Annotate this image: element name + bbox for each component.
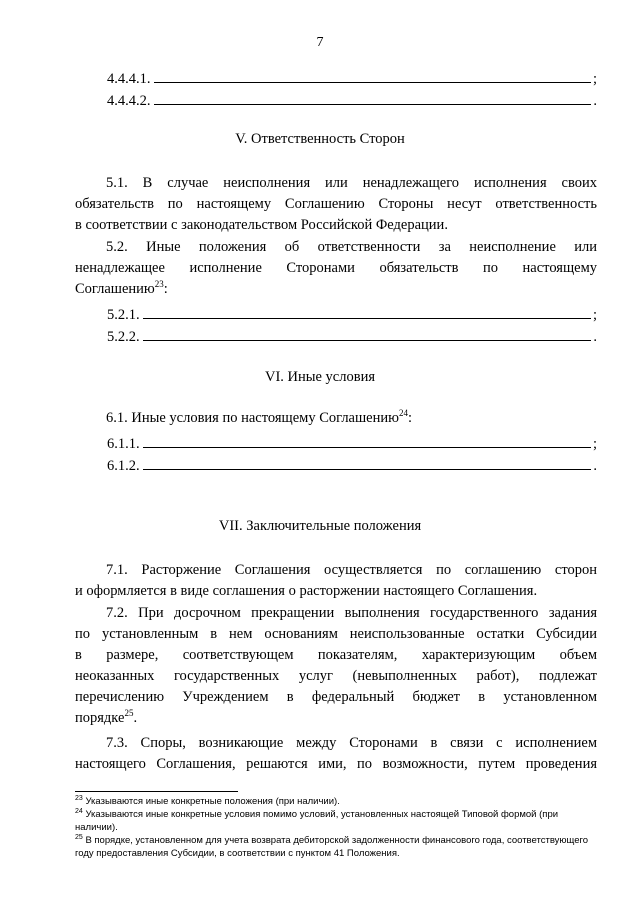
paragraph-line: неоказанных государственных услуг (невыполненных работ), подлежат — [75, 668, 597, 684]
line-end: . — [593, 329, 597, 345]
footnote-ref-25[interactable]: 25 — [124, 708, 134, 719]
paragraph-line: в размере, соответствующем показателям, характеризующим объем — [75, 647, 597, 663]
section-7-title: VII. Заключительные положения — [218, 518, 422, 534]
fill-line — [143, 326, 592, 341]
blank-line-5-2-2 — [107, 326, 597, 346]
footnote-text: Указываются иные конкретные условия помимо условий, установленных настоящей Типовой формой (при наличии). — [75, 809, 559, 833]
item-number: 6.1.1. — [107, 436, 140, 452]
paragraph-line: 6.1. Иные условия по настоящему Соглашению — [106, 410, 399, 426]
blank-line-5-2-1 — [107, 304, 597, 324]
paragraph-line: настоящего Соглашения, решаются ими, по возможности, путем проведения — [75, 756, 597, 772]
footnote-25 — [75, 835, 597, 860]
footnote-24 — [75, 809, 597, 834]
footnote-ref-24[interactable]: 24 — [398, 408, 408, 419]
paragraph-line: и оформляется в виде соглашения о расторжении настоящего Соглашения. — [75, 583, 538, 599]
fill-line — [143, 304, 591, 319]
paragraph-line: Соглашению — [75, 281, 155, 297]
blank-line-4-4-4-2 — [107, 90, 597, 110]
footnote-text: Указываются иные конкретные положения (при наличии). — [85, 796, 340, 807]
item-number: 6.1.2. — [107, 458, 140, 474]
line-end: ; — [592, 436, 597, 452]
footnote-text: В порядке, установленном для учета возврата дебиторской задолженности финансового года, соответствующего году предоставления Субсидии, в соответствии с пунктом 41 Положения. — [75, 835, 589, 859]
punctuation: . — [133, 710, 138, 726]
paragraph-line: перечислению Учреждением в федеральный бюджет в установленном — [75, 689, 597, 705]
item-number: 4.4.4.1. — [107, 71, 151, 87]
paragraph-line: 7.1. Расторжение Соглашения осуществляется по соглашению сторон — [106, 562, 597, 578]
paragraph-line: порядке — [75, 710, 125, 726]
punctuation: : — [407, 410, 412, 426]
paragraph-line: по установленным в нем основаниям неиспользованные остатки Субсидии — [75, 626, 597, 642]
footnote-number: 24 — [75, 807, 83, 815]
fill-line — [154, 68, 591, 83]
footnote-number: 23 — [75, 794, 83, 802]
paragraph-6-1 — [75, 408, 597, 429]
paragraph-line: обязательств по настоящему Соглашению Стороны несут ответственность — [75, 196, 597, 212]
paragraph-7-1 — [75, 560, 597, 602]
footnote-number: 25 — [75, 833, 83, 841]
line-end: ; — [592, 307, 597, 323]
line-end: ; — [592, 71, 597, 87]
paragraph-line: 5.2. Иные положения об ответственности за неисполнение или — [106, 239, 597, 255]
paragraph-line: 7.3. Споры, возникающие между Сторонами в связи с исполнением — [106, 735, 597, 751]
blank-line-6-1-2 — [107, 455, 597, 475]
section-6-title: VI. Иные условия — [264, 369, 376, 385]
paragraph-line: ненадлежащее исполнение Сторонами обязательств по настоящему — [75, 260, 597, 276]
paragraph-line: 7.2. При досрочном прекращении выполнения государственного задания — [106, 605, 597, 621]
paragraph-7-2 — [75, 603, 597, 729]
line-end: . — [593, 458, 597, 474]
item-number: 4.4.4.2. — [107, 93, 151, 109]
page-number: 7 — [316, 35, 324, 50]
item-number: 5.2.2. — [107, 329, 140, 345]
punctuation: : — [163, 281, 168, 297]
blank-line-6-1-1 — [107, 433, 597, 453]
section-5-title: V. Ответственность Сторон — [235, 131, 405, 147]
footnote-23 — [75, 796, 597, 809]
paragraph-7-3 — [75, 733, 597, 775]
line-end: . — [593, 93, 597, 109]
paragraph-line: в соответствии с законодательством Российской Федерации. — [75, 217, 448, 233]
fill-line — [143, 433, 591, 448]
paragraph-line: 5.1. В случае неисполнения или ненадлежащего исполнения своих — [106, 175, 597, 191]
paragraph-5-1 — [75, 173, 597, 236]
paragraph-5-2 — [75, 237, 597, 300]
footnote-ref-23[interactable]: 23 — [154, 279, 164, 290]
blank-line-4-4-4-1 — [107, 68, 597, 88]
fill-line — [154, 90, 592, 105]
footnote-separator — [75, 791, 238, 792]
item-number: 5.2.1. — [107, 307, 140, 323]
fill-line — [143, 455, 592, 470]
